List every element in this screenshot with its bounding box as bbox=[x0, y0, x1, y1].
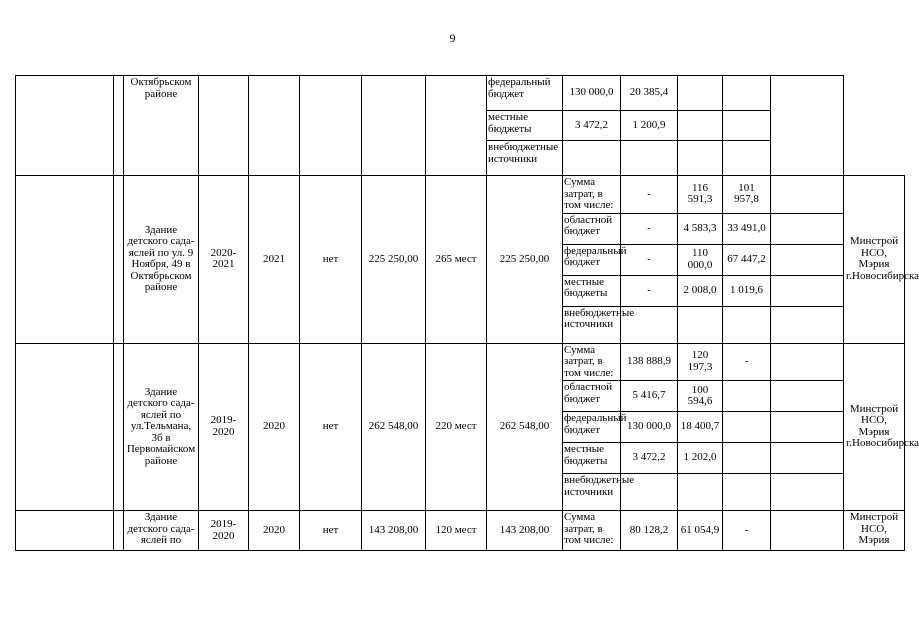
year-cell: 2020 bbox=[249, 511, 300, 551]
value-cell bbox=[678, 474, 723, 511]
value-cell: - bbox=[621, 176, 678, 214]
empty-cell bbox=[362, 76, 426, 176]
period-cell: 2019-2020 bbox=[199, 343, 249, 511]
value-cell: 20 385,4 bbox=[621, 76, 678, 111]
object-cell: Здание детского сада-яслей по ул.Тельмана, 3б в Первомайском районе bbox=[124, 343, 199, 511]
value-cell bbox=[678, 141, 723, 176]
value-cell: 130 000,0 bbox=[563, 76, 621, 111]
source-cell: внебюджетные источники bbox=[563, 474, 621, 511]
value-cell bbox=[723, 306, 771, 343]
source-cell: местные бюджеты bbox=[563, 275, 621, 306]
period-cell: 2020-2021 bbox=[199, 176, 249, 344]
source-cell: местные бюджеты bbox=[487, 111, 563, 141]
empty-cell bbox=[723, 141, 771, 176]
capacity-cell: 220 мест bbox=[426, 343, 487, 511]
empty-cell bbox=[723, 76, 771, 111]
table-row bbox=[16, 511, 905, 551]
value-cell bbox=[723, 474, 771, 511]
source-cell: местные бюджеты bbox=[563, 443, 621, 474]
executor-cell: Минстрой НСО, Мэрия г.Новосибирска bbox=[844, 343, 905, 511]
page-number: 9 bbox=[449, 31, 456, 45]
cost-cell: 143 208,00 bbox=[362, 511, 426, 551]
value-cell: 120 197,3 bbox=[678, 343, 723, 381]
value-cell bbox=[621, 141, 678, 176]
value-cell bbox=[678, 76, 723, 111]
empty-cell bbox=[199, 76, 249, 176]
value-cell: 130 000,0 bbox=[621, 412, 678, 443]
empty-cell bbox=[114, 511, 124, 551]
margin-cell bbox=[16, 176, 114, 344]
value-cell: 100 594,6 bbox=[678, 381, 723, 412]
flag-cell: нет bbox=[300, 511, 362, 551]
empty-cell bbox=[771, 275, 844, 306]
value-cell bbox=[723, 443, 771, 474]
cost2-cell: 143 208,00 bbox=[487, 511, 563, 551]
cost2-cell: 262 548,00 bbox=[487, 343, 563, 511]
value-cell: 61 054,9 bbox=[678, 511, 723, 551]
source-cell: федеральный бюджет bbox=[563, 244, 621, 275]
value-cell: 5 416,7 bbox=[621, 381, 678, 412]
empty-cell bbox=[249, 76, 300, 176]
table-row bbox=[16, 343, 905, 381]
value-cell: 1 019,6 bbox=[723, 275, 771, 306]
flag-cell: нет bbox=[300, 176, 362, 344]
executor-cell: Минстрой НСО, Мэрия bbox=[844, 511, 905, 551]
value-cell: 18 400,7 bbox=[678, 412, 723, 443]
object-cell: Здание детского сада-яслей по ул. 9 Ноября, 49 в Октябрьском районе bbox=[124, 176, 199, 344]
value-cell bbox=[678, 111, 723, 141]
empty-cell bbox=[114, 343, 124, 511]
empty-cell bbox=[771, 244, 844, 275]
empty-cell bbox=[771, 412, 844, 443]
table-body bbox=[16, 76, 919, 551]
value-cell: - bbox=[621, 244, 678, 275]
capacity-cell: 265 мест bbox=[426, 176, 487, 344]
value-cell: - bbox=[621, 213, 678, 244]
source-cell: федеральный бюджет bbox=[487, 76, 563, 111]
empty-cell bbox=[771, 443, 844, 474]
flag-cell: нет bbox=[300, 343, 362, 511]
source-cell: федеральный бюджет bbox=[563, 412, 621, 443]
empty-cell bbox=[771, 176, 844, 214]
empty-cell bbox=[771, 343, 844, 381]
object-cell: Октябрьском районе bbox=[124, 76, 199, 176]
margin-cell bbox=[16, 343, 114, 511]
empty-cell bbox=[114, 76, 124, 176]
empty-cell bbox=[723, 111, 771, 141]
value-cell: 4 583,3 bbox=[678, 213, 723, 244]
value-cell bbox=[723, 381, 771, 412]
value-cell: - bbox=[723, 343, 771, 381]
cost2-cell: 225 250,00 bbox=[487, 176, 563, 344]
empty-cell bbox=[771, 213, 844, 244]
source-cell: областной бюджет bbox=[563, 381, 621, 412]
margin-cell bbox=[16, 76, 114, 176]
value-cell: 33 491,0 bbox=[723, 213, 771, 244]
empty-cell bbox=[300, 76, 362, 176]
empty-cell bbox=[771, 511, 844, 551]
table-row bbox=[16, 176, 905, 214]
budget-table bbox=[15, 75, 919, 551]
source-cell: внебюджетные источники bbox=[563, 306, 621, 343]
empty-cell bbox=[771, 306, 844, 343]
period-cell: 2019-2020 bbox=[199, 511, 249, 551]
value-cell bbox=[678, 306, 723, 343]
capacity-cell: 120 мест bbox=[426, 511, 487, 551]
margin-cell bbox=[16, 511, 114, 551]
table-row bbox=[16, 76, 905, 111]
source-cell: областной бюджет bbox=[563, 213, 621, 244]
year-cell: 2021 bbox=[249, 176, 300, 344]
value-cell: 80 128,2 bbox=[621, 511, 678, 551]
cost-cell: 262 548,00 bbox=[362, 343, 426, 511]
value-cell: 1 200,9 bbox=[621, 111, 678, 141]
year-cell: 2020 bbox=[249, 343, 300, 511]
value-cell: - bbox=[723, 511, 771, 551]
value-cell: 101 957,8 bbox=[723, 176, 771, 214]
source-cell: внебюджетные источники bbox=[487, 141, 563, 176]
value-cell bbox=[723, 412, 771, 443]
value-cell: 138 888,9 bbox=[621, 343, 678, 381]
empty-cell bbox=[771, 381, 844, 412]
cost-cell: 225 250,00 bbox=[362, 176, 426, 344]
value-cell: 110 000,0 bbox=[678, 244, 723, 275]
executor-cell bbox=[771, 76, 844, 176]
value-cell: 2 008,0 bbox=[678, 275, 723, 306]
empty-cell bbox=[426, 76, 487, 176]
empty-cell bbox=[114, 176, 124, 344]
value-cell: - bbox=[621, 275, 678, 306]
value-cell: 3 472,2 bbox=[621, 443, 678, 474]
executor-cell: Минстрой НСО, Мэрия г.Новосибирска bbox=[844, 176, 905, 344]
object-cell: Здание детского сада-яслей по bbox=[124, 511, 199, 551]
value-cell bbox=[563, 141, 621, 176]
value-cell: 1 202,0 bbox=[678, 443, 723, 474]
source-cell: Сумма затрат, в том числе: bbox=[563, 176, 621, 214]
source-cell: Сумма затрат, в том числе: bbox=[563, 511, 621, 551]
value-cell: 3 472,2 bbox=[563, 111, 621, 141]
empty-cell bbox=[771, 474, 844, 511]
value-cell: 67 447,2 bbox=[723, 244, 771, 275]
value-cell: 116 591,3 bbox=[678, 176, 723, 214]
source-cell: Сумма затрат, в том числе: bbox=[563, 343, 621, 381]
